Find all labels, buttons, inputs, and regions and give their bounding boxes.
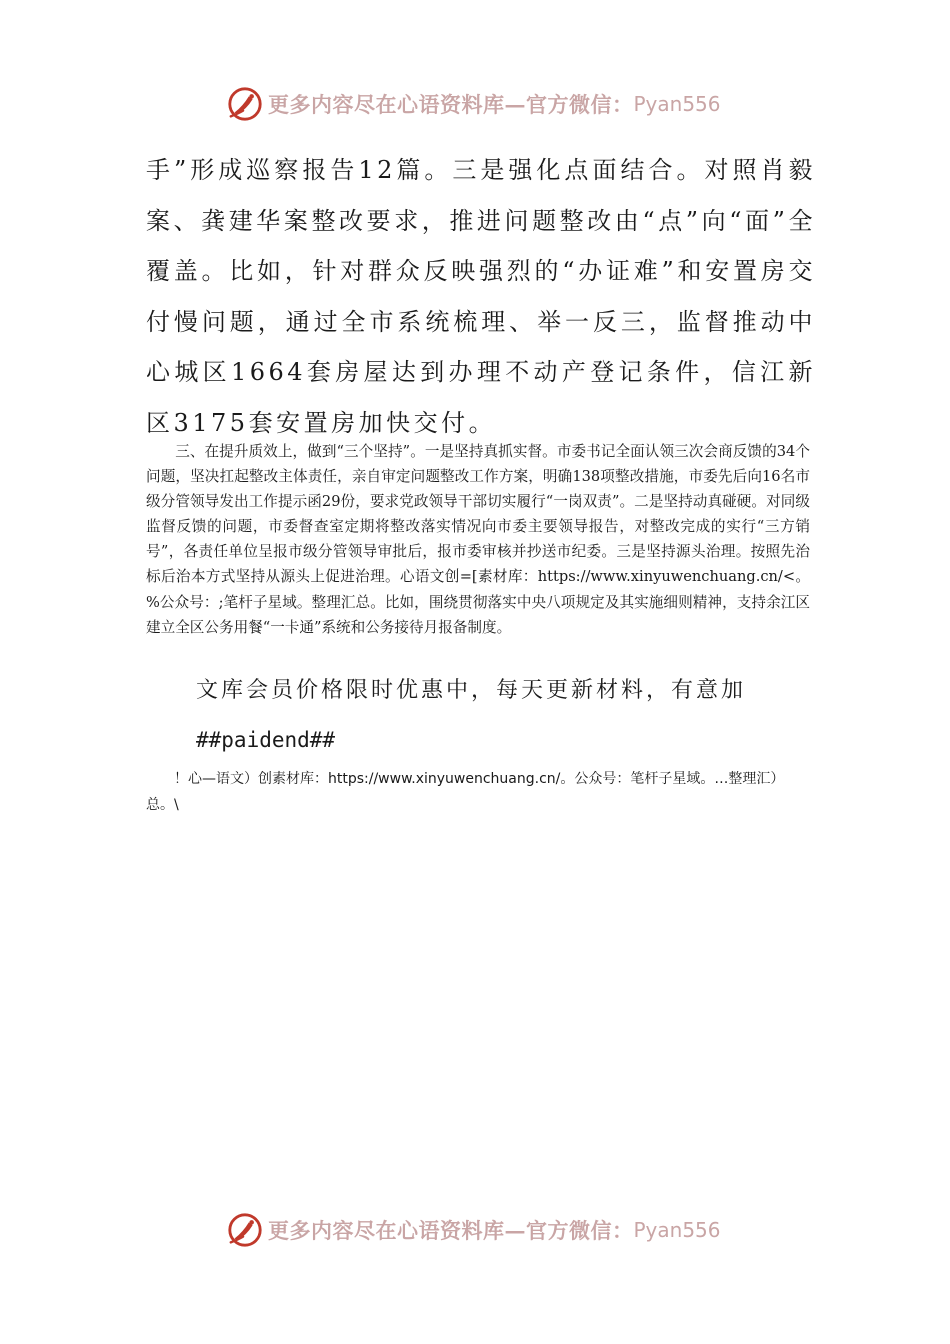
banner-wechat-id: Pyan556 — [633, 1218, 721, 1242]
pen-logo-icon — [226, 1211, 264, 1249]
footnote: ！心—语文）创素材库：https://www.xinyuwenchuang.cn/。公众号：笔杆子星域。…整理汇）总。\ — [146, 771, 785, 813]
footer-banner — [226, 1208, 746, 1252]
header-banner — [226, 82, 746, 126]
pen-logo-icon — [226, 85, 264, 123]
paid-end-marker: ##paidend## — [196, 728, 336, 752]
section-three-paragraph: 三、在提升质效上，做到“三个坚持”。一是坚持真抓实督。市委书记全面认领三次会商反馈的34个问题，坚决扛起整改主体责任，亲自审定问题整改工作方案，明确138项整改措施，市委先后向16名市级分管领导发出工作提示函29份，要求党政领导干部切实履行“一岗双责”。二是坚持动真碰硬。对同级监督反馈的问题，市委督查室定期将整改落实情况向市委主要领导报告，对整改完成的实行“三方销号”，各责任单位呈报市级分管领导审批后，报市委审核并抄送市纪委。三是坚持源头治理。按照先治标后治本方式坚持从源头上促进治理。心语文创=[素材库：https://www.xinyuwenchuang.cn/<。%公众号：;笔杆子星域。整理汇总。比如，围绕贯彻落实中央八项规定及其实施细则精神，支持余江区建立全区公务用餐“一卡通”系统和公务接待月报备制度。 — [146, 443, 810, 636]
body-paragraph: 手”形成巡察报告12篇。三是强化点面结合。对照肖毅案、龚建华案整改要求，推进问题整改由“点”向“面”全覆盖。比如，针对群众反映强烈的“办证难”和安置房交付慢问题，通过全市系统梳理、举一反三，监督推动中心城区1664套房屋达到办理不动产登记条件，信江新区3175套安置房加快交付。 — [146, 156, 816, 437]
banner-slogan: 更多内容尽在心语资料库—官方微信： — [268, 1218, 634, 1243]
banner-slogan: 更多内容尽在心语资料库—官方微信： — [268, 92, 634, 117]
promo-line: 文库会员价格限时优惠中，每天更新材料，有意加 — [196, 678, 747, 703]
banner-wechat-id: Pyan556 — [633, 92, 721, 116]
